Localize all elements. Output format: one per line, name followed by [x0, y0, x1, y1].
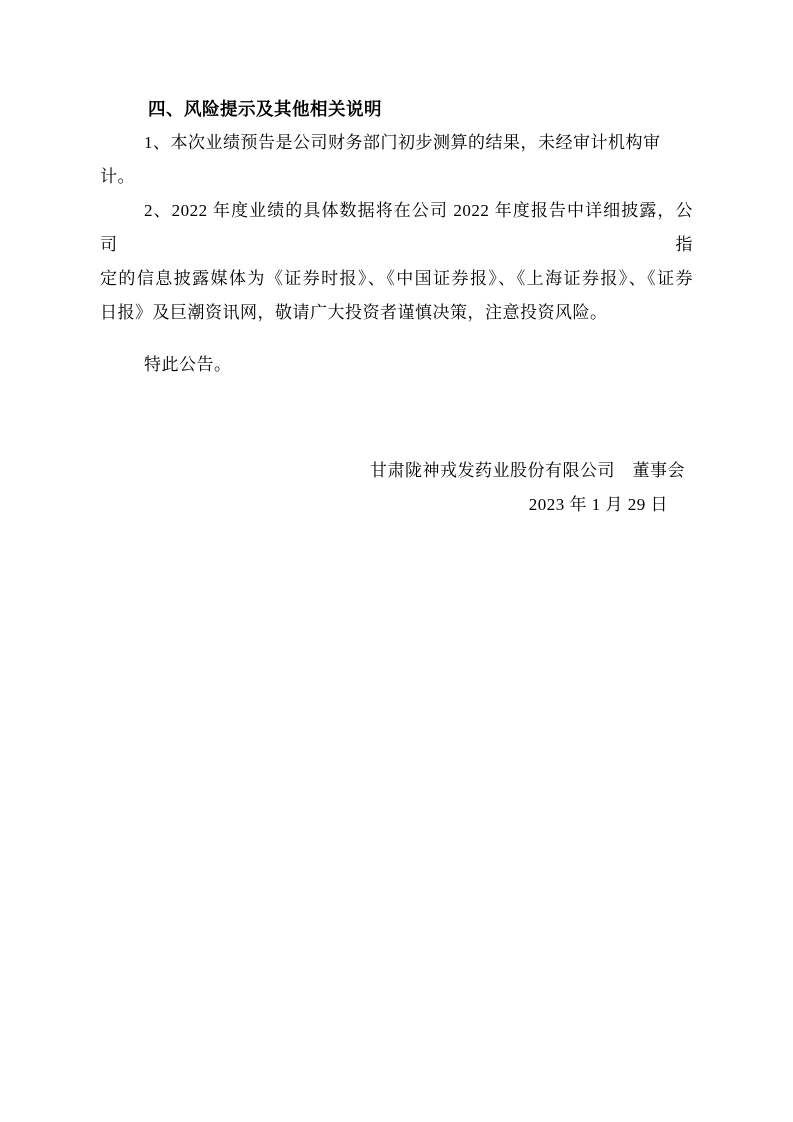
section-heading: 四、风险提示及其他相关说明 [148, 99, 382, 119]
closing-statement: 特此公告。 [144, 355, 232, 374]
paragraph-1-line-1: 1、本次业绩预告是公司财务部门初步测算的结果，未经审计机构审计。 [100, 133, 661, 186]
paragraph-2-line-3: 日报》及巨潮资讯网，敬请广大投资者谨慎决策，注意投资风险。 [100, 303, 608, 322]
signature-date: 2023 年 1 月 29 日 [528, 495, 668, 514]
paragraph-2-line-1: 2、2022 年度业绩的具体数据将在公司 2022 年度报告中详细披露，公司指 [100, 201, 693, 254]
signature-company: 甘肃陇神戎发药业股份有限公司 董事会 [370, 461, 685, 480]
document-content [0, 0, 793, 522]
paragraph-2-line-2: 定的信息披露媒体为《证券时报》、《中国证券报》、《上海证券报》、《证券 [100, 269, 693, 288]
